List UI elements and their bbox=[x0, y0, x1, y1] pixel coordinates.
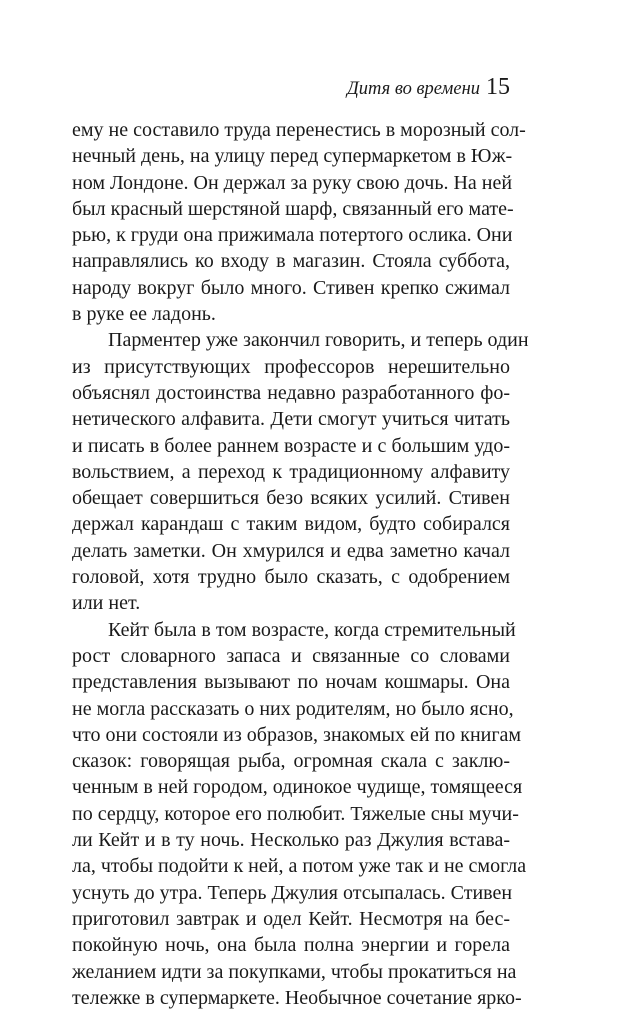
text-line: направлялись ко входу в магазин. Стояла суббота, bbox=[72, 250, 510, 273]
text-line: из присутствующих профессоров нерешительно bbox=[72, 355, 510, 378]
text-line: ном Лондоне. Он держал за руку свою дочь. На ней bbox=[72, 171, 513, 194]
running-title: Дитя во времени bbox=[347, 79, 480, 99]
text-line: по сердцу, которое его полюбит. Тяжелые сны мучи- bbox=[72, 802, 519, 825]
text-line: покойную ночь, она была полна энергии и горела bbox=[72, 934, 510, 957]
text-line: тележке в супермаркете. Необычное сочетание ярко- bbox=[72, 986, 522, 1009]
text-line: рью, к груди она прижимала потертого ослика. Они bbox=[72, 224, 513, 247]
text-line: приготовил завтрак и одел Кейт. Несмотря на бес- bbox=[72, 907, 510, 930]
text-line: народу вокруг было много. Стивен крепко сжимал bbox=[72, 276, 510, 299]
text-line: что они состояли из образов, знакомых ей по книгам bbox=[72, 723, 522, 746]
text-line: сказок: говорящая рыба, огромная скала с заклю- bbox=[72, 750, 510, 773]
text-line: желанием идти за покупками, чтобы прокатиться на bbox=[72, 960, 517, 983]
text-line: Парментер уже закончил говорить, и теперь один bbox=[108, 329, 529, 352]
text-line: ли Кейт и в ту ночь. Несколько раз Джулия встава- bbox=[72, 829, 510, 852]
text-line: не могла рассказать о них родителям, но было ясно, bbox=[72, 697, 514, 720]
text-line: уснуть до утра. Теперь Джулия отсыпалась. Стивен bbox=[72, 881, 513, 904]
text-line: ему не составило труда перенестись в морозный сол- bbox=[72, 119, 526, 141]
text-line: или нет. bbox=[72, 592, 141, 615]
running-head bbox=[347, 74, 510, 106]
text-line: ченным в ней городом, одинокое чудище, томящееся bbox=[72, 776, 523, 799]
text-line: рост словарного запаса и связанные со словами bbox=[72, 644, 510, 667]
text-line: и писать в более раннем возрасте и с большим удо- bbox=[72, 434, 510, 457]
text-line: нечный день, на улицу перед супермаркетом в Юж- bbox=[72, 145, 513, 168]
text-line: головой, хотя трудно было сказать, с одобрением bbox=[72, 566, 510, 589]
text-line: делать заметки. Он хмурился и едва заметно качал bbox=[72, 539, 510, 562]
text-line: обещает совершиться безо всяких усилий. Стивен bbox=[72, 487, 510, 510]
text-line: нетического алфавита. Дети смогут учиться читать bbox=[72, 408, 510, 431]
text-line: представления вызывают по ночам кошмары. Она bbox=[72, 671, 510, 694]
text-line: держал карандаш с таким видом, будто собирался bbox=[72, 513, 510, 536]
page-number: 15 bbox=[486, 74, 510, 100]
text-line: в руке ее ладонь. bbox=[72, 303, 216, 326]
text-line: объяснял достоинства недавно разработанного фо- bbox=[72, 381, 510, 404]
text-line: был красный шерстяной шарф, связанный его мате- bbox=[72, 197, 514, 220]
text-line: Кейт была в том возрасте, когда стремительный bbox=[108, 618, 516, 641]
text-line: вольствием, а переход к традиционному алфавиту bbox=[72, 460, 510, 483]
body-text bbox=[72, 117, 529, 1011]
text-line: ла, чтобы подойти к ней, а потом уже так и не смогла bbox=[72, 855, 527, 878]
